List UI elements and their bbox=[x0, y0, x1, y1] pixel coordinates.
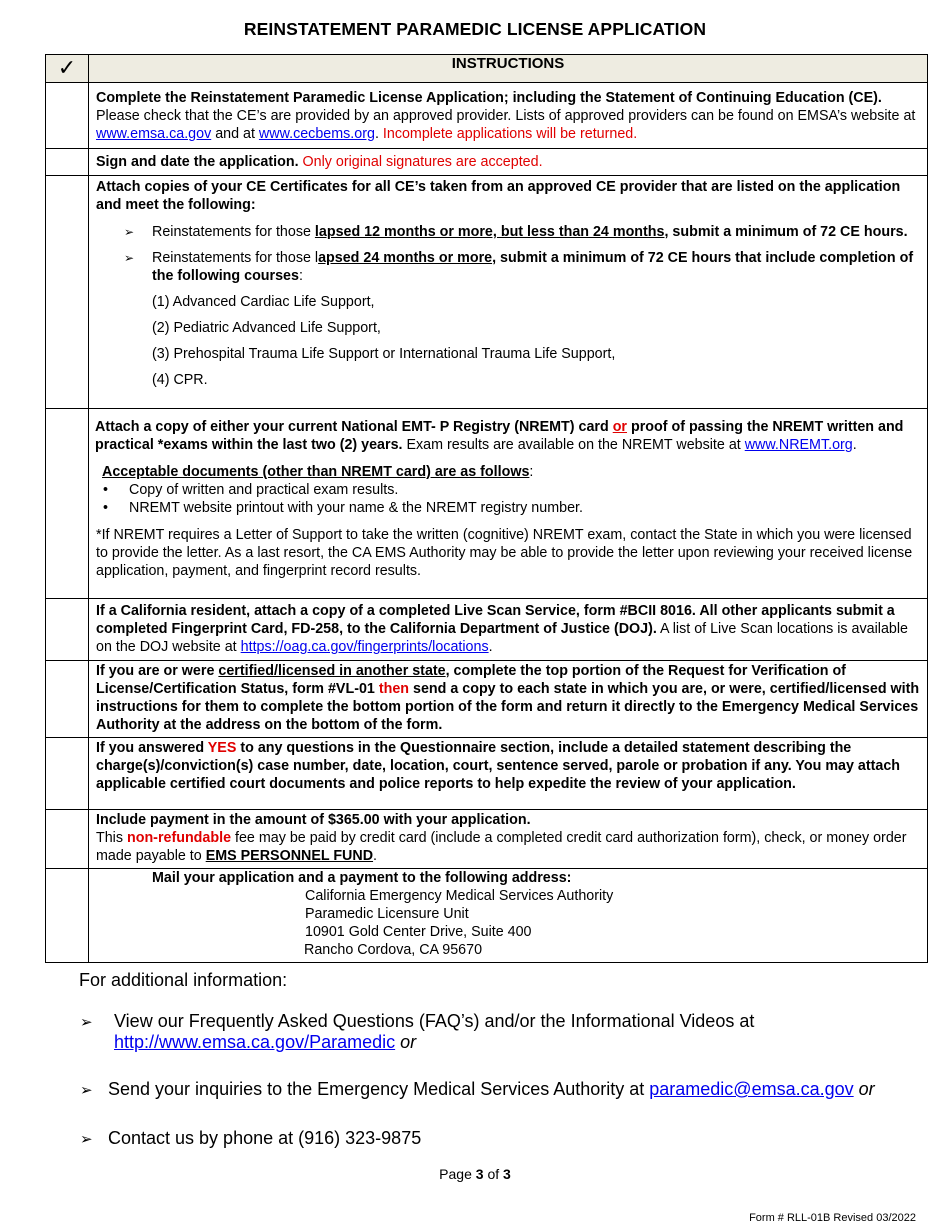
list-item: Copy of written and practical exam results. bbox=[129, 482, 399, 498]
row-text: *If NREMT requires a Letter of Support to take the written (cognitive) NREMT exam, contact the State in which you were licensed to provide the letter. As a last resort, the CA EMS Authority may be able to provide the letter upon reviewing your received license application, payment, and fingerprint record results. bbox=[96, 527, 913, 579]
address-line: Rancho Cordova, CA 95670 bbox=[304, 942, 483, 958]
table-row bbox=[46, 409, 928, 599]
row-text: to any questions in the Questionnaire section, include a detailed statement describing the charge(s)/conviction(s) case number, date, location, court, sentence served, parole or probation if any. You may attach applicable certified court documents and police reports to help expedite the review of your application. bbox=[96, 740, 901, 792]
additional-info-label: For additional information: bbox=[79, 970, 288, 990]
row-warning: then bbox=[378, 681, 410, 697]
paramedic-page-link[interactable]: http://www.emsa.ca.gov/Paramedic bbox=[114, 1032, 396, 1052]
row-text: EMS PERSONNEL FUND bbox=[205, 848, 374, 864]
check-box[interactable] bbox=[46, 599, 89, 661]
table-row bbox=[46, 599, 928, 661]
row-text: . bbox=[488, 639, 493, 655]
table-row bbox=[46, 176, 928, 409]
row-text: Include payment in the amount of $365.00 with your application. bbox=[96, 812, 531, 828]
emsa-website-link[interactable]: www.emsa.ca.gov bbox=[96, 126, 212, 142]
row-text: . bbox=[374, 126, 383, 142]
row-text: Complete the Reinstatement Paramedic License Application; including the Statement of Continuing Education (CE). bbox=[96, 90, 882, 106]
info-text: Send your inquiries to the Emergency Medical Services Authority at bbox=[108, 1079, 650, 1099]
table-row bbox=[46, 149, 928, 176]
row-text: Acceptable documents (other than NREMT card) are as follows bbox=[102, 464, 530, 480]
row-text: lapsed 12 months or more, but less than 24 months bbox=[314, 224, 665, 240]
arrow-bullet-icon: ➢ bbox=[80, 1014, 93, 1031]
row-text: Attach copies of your CE Certificates for all CE’s taken from an approved CE provider that are listed on the application and meet the following: bbox=[96, 179, 901, 213]
table-row bbox=[46, 738, 928, 810]
info-item-phone bbox=[80, 1128, 421, 1150]
row-warning: non-refundable bbox=[126, 830, 232, 846]
doj-fingerprint-link[interactable]: https://oag.ca.gov/fingerprints/locations bbox=[240, 639, 489, 655]
row-warning: Only original signatures are accepted. bbox=[298, 154, 543, 170]
row-warning: or bbox=[612, 419, 628, 435]
instructions-table bbox=[45, 54, 928, 963]
page-label: of bbox=[483, 1166, 504, 1182]
paramedic-email-link[interactable]: paramedic@emsa.ca.gov bbox=[649, 1079, 854, 1099]
row-text: and at bbox=[211, 126, 259, 142]
row-text: Please check that the CE’s are provided by an approved provider. Lists of approved providers can be found on EMSA’s website at bbox=[96, 108, 916, 124]
table-row bbox=[46, 83, 928, 149]
arrow-bullet-icon: ➢ bbox=[80, 1131, 93, 1148]
check-box[interactable] bbox=[46, 83, 89, 149]
row-text: , submit a minimum of 72 CE hours. bbox=[664, 224, 908, 240]
row-text: This bbox=[96, 830, 127, 846]
instructions-header: INSTRUCTIONS bbox=[89, 55, 928, 83]
arrow-bullet-icon: ➢ bbox=[124, 251, 135, 265]
course-item: (1) Advanced Cardiac Life Support, bbox=[152, 294, 375, 310]
row-text: Mail your application and a payment to the following address: bbox=[152, 870, 572, 886]
bullet-icon: • bbox=[103, 482, 109, 498]
page-current: 3 bbox=[475, 1166, 484, 1182]
nremt-website-link[interactable]: www.NREMT.org bbox=[744, 437, 853, 453]
info-text: View our Frequently Asked Questions (FAQ’s) and/or the Informational Videos at bbox=[114, 1011, 755, 1031]
table-row bbox=[46, 869, 928, 963]
info-item-email bbox=[80, 1079, 875, 1101]
check-box[interactable] bbox=[46, 810, 89, 869]
check-box[interactable] bbox=[46, 409, 89, 599]
course-item: (2) Pediatric Advanced Life Support, bbox=[152, 320, 381, 336]
row-warning: YES bbox=[207, 740, 237, 756]
row-text: Exam results are available on the NREMT website at bbox=[402, 437, 745, 453]
list-item: NREMT website printout with your name & the NREMT registry number. bbox=[129, 500, 583, 516]
page-number bbox=[0, 1166, 950, 1182]
row-text: , complete the top portion of the Request for Verification of License/Certification Status, form #VL-01 bbox=[96, 663, 846, 697]
arrow-bullet-icon: ➢ bbox=[124, 225, 135, 239]
info-text: or bbox=[395, 1032, 417, 1052]
table-header-row bbox=[46, 55, 928, 83]
course-item: (3) Prehospital Trauma Life Support or International Trauma Life Support, bbox=[152, 346, 616, 362]
row-text: send a copy to each state in which you are, or were, certified/licensed with instructions for them to complete the bottom portion of the form and return it directly to the Emergency Medical Services Authority at the address on the bottom of the form. bbox=[96, 681, 920, 733]
page-label: Page bbox=[439, 1166, 476, 1182]
bullet-icon: • bbox=[103, 500, 109, 516]
address-line: Paramedic Licensure Unit bbox=[305, 906, 469, 922]
row-text: If a California resident, attach a copy of a completed Live Scan Service, form #BCII 8016. All other applicants submit a completed Fingerprint Card, FD-258, to the California Department of Justice (DOJ). bbox=[96, 603, 895, 637]
info-item-faq-link bbox=[114, 1032, 416, 1053]
row-text: If you answered bbox=[96, 740, 208, 756]
check-box[interactable] bbox=[46, 738, 89, 810]
cecbems-website-link[interactable]: www.cecbems.org bbox=[258, 126, 375, 142]
row-text: certified/licensed in another state bbox=[218, 663, 446, 679]
row-text: fee may be paid by credit card (include a completed credit card authorization form), check, or money order made payable to bbox=[96, 830, 907, 864]
row-text: Sign and date the application. bbox=[96, 154, 299, 170]
row-text: : bbox=[529, 464, 534, 480]
info-item-faq bbox=[80, 1011, 754, 1033]
row-text: apsed 24 months or more bbox=[318, 250, 493, 266]
course-item: (4) CPR. bbox=[152, 372, 208, 388]
page-total: 3 bbox=[503, 1166, 511, 1182]
row-text: Reinstatements for those l bbox=[152, 250, 319, 266]
row-text: A list of Live Scan locations is available on the DOJ website at bbox=[96, 621, 908, 655]
address-line: 10901 Gold Center Drive, Suite 400 bbox=[305, 924, 532, 940]
row-warning: Incomplete applications will be returned. bbox=[382, 126, 638, 142]
check-box[interactable] bbox=[46, 149, 89, 176]
row-text: Reinstatements for those bbox=[152, 224, 315, 240]
row-text: . bbox=[373, 848, 378, 864]
form-id: Form # RLL-01B Revised 03/2022 bbox=[749, 1212, 916, 1224]
check-box[interactable] bbox=[46, 176, 89, 409]
row-text: proof of passing the NREMT written and practical *exams within the last two (2) years. bbox=[95, 419, 904, 453]
address-line: California Emergency Medical Services Authority bbox=[305, 888, 614, 904]
check-box[interactable] bbox=[46, 869, 89, 963]
row-text: Attach a copy of either your current National EMT- P Registry (NREMT) card bbox=[95, 419, 613, 435]
table-row bbox=[46, 661, 928, 738]
info-text: or bbox=[853, 1079, 875, 1099]
row-text: If you are or were bbox=[96, 663, 219, 679]
row-text: , submit a minimum of 72 CE hours that include completion of the following courses bbox=[152, 250, 914, 284]
info-text: Contact us by phone at (916) 323-9875 bbox=[108, 1128, 422, 1148]
row-text: . bbox=[852, 437, 857, 453]
checkmark-header: ✓ bbox=[46, 55, 89, 83]
check-box[interactable] bbox=[46, 661, 89, 738]
arrow-bullet-icon: ➢ bbox=[80, 1082, 93, 1099]
page-title: REINSTATEMENT PARAMEDIC LICENSE APPLICATION bbox=[243, 19, 707, 39]
table-row bbox=[46, 810, 928, 869]
row-text: : bbox=[298, 268, 303, 284]
